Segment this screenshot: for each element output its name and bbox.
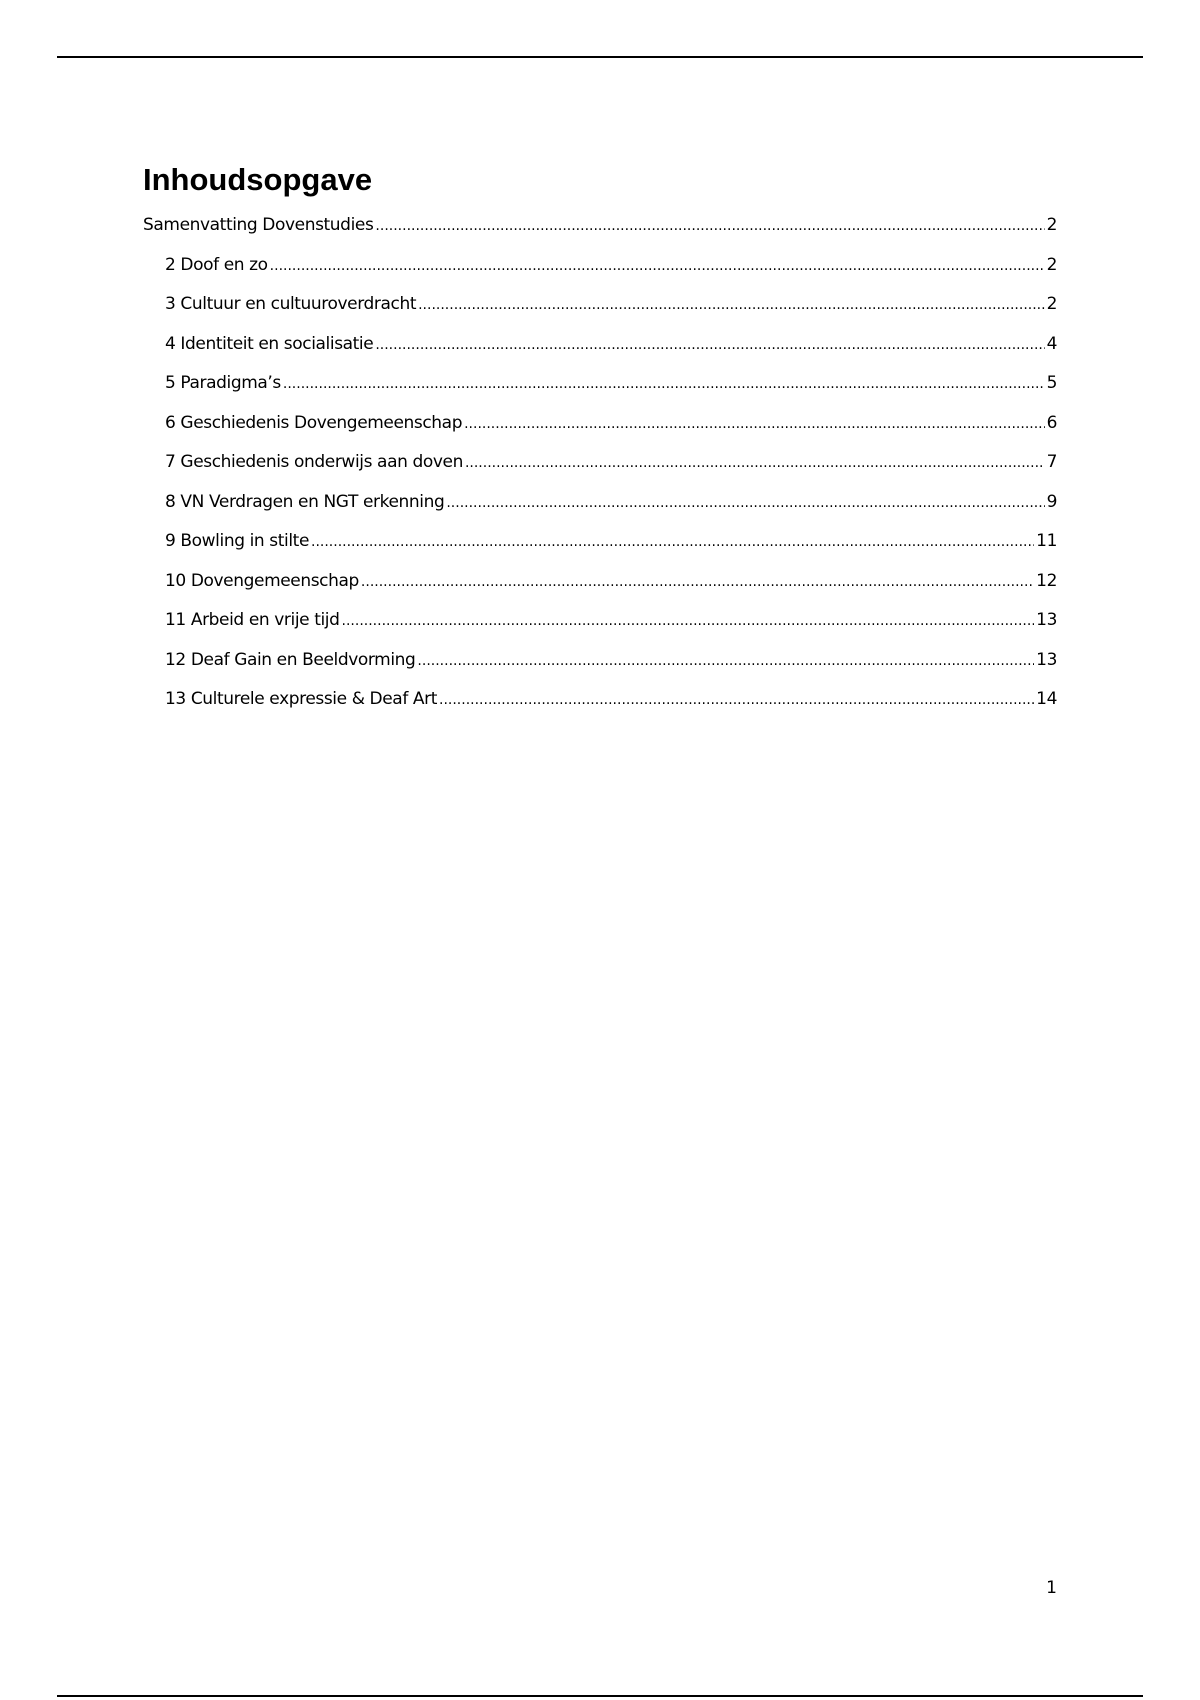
dot-leader bbox=[311, 534, 1034, 550]
dot-leader bbox=[375, 337, 1044, 353]
toc-entry-page: 7 bbox=[1046, 452, 1057, 472]
dot-leader bbox=[464, 416, 1044, 432]
table-of-contents bbox=[143, 160, 1057, 729]
toc-entry-page: 12 bbox=[1036, 570, 1057, 591]
toc-entry[interactable] bbox=[143, 255, 1057, 295]
footer-rule bbox=[57, 1695, 1143, 1697]
toc-entry-page: 13 bbox=[1036, 649, 1057, 670]
toc-entry[interactable] bbox=[143, 610, 1057, 650]
toc-entry-page: 11 bbox=[1036, 531, 1057, 551]
toc-entry[interactable] bbox=[143, 294, 1057, 334]
toc-entry[interactable] bbox=[143, 650, 1057, 690]
toc-entry[interactable] bbox=[143, 452, 1057, 492]
toc-entry-page: 4 bbox=[1046, 333, 1057, 354]
dot-leader bbox=[465, 455, 1045, 471]
toc-entry[interactable] bbox=[143, 373, 1057, 413]
toc-entry-label: 2 Doof en zo bbox=[165, 254, 268, 275]
dot-leader bbox=[283, 376, 1045, 392]
toc-entry-page: 6 bbox=[1046, 412, 1057, 433]
toc-entry-page: 2 bbox=[1046, 215, 1057, 235]
toc-list bbox=[143, 215, 1057, 729]
toc-entry-label: 10 Dovengemeenschap bbox=[165, 570, 359, 591]
dot-leader bbox=[439, 692, 1034, 708]
toc-entry-label: 7 Geschiedenis onderwijs aan doven bbox=[165, 452, 463, 472]
toc-entry[interactable] bbox=[143, 689, 1057, 729]
toc-entry[interactable] bbox=[143, 334, 1057, 374]
toc-entry-label: 4 Identiteit en socialisatie bbox=[165, 333, 374, 354]
toc-entry-page: 14 bbox=[1036, 689, 1057, 709]
dot-leader bbox=[361, 574, 1034, 590]
toc-entry-label: 9 Bowling in stilte bbox=[165, 531, 309, 551]
dot-leader bbox=[342, 613, 1035, 629]
toc-entry-page: 2 bbox=[1046, 294, 1057, 314]
page-number: 1 bbox=[1046, 1578, 1057, 1598]
toc-title: Inhoudsopgave bbox=[143, 162, 373, 197]
toc-entry-label: Samenvatting Dovenstudies bbox=[143, 215, 374, 235]
dot-leader bbox=[446, 495, 1044, 511]
toc-entry-page: 2 bbox=[1046, 254, 1057, 275]
toc-entry-page: 13 bbox=[1036, 610, 1057, 630]
toc-entry-page: 9 bbox=[1046, 491, 1057, 512]
header-rule bbox=[57, 56, 1143, 58]
dot-leader bbox=[418, 297, 1044, 313]
toc-entry[interactable] bbox=[143, 571, 1057, 611]
dot-leader bbox=[375, 218, 1044, 234]
toc-entry-page: 5 bbox=[1046, 373, 1057, 393]
toc-entry-label: 12 Deaf Gain en Beeldvorming bbox=[165, 649, 416, 670]
toc-entry[interactable] bbox=[143, 413, 1057, 453]
toc-entry-label: 8 VN Verdragen en NGT erkenning bbox=[165, 491, 445, 512]
toc-entry-label: 5 Paradigma’s bbox=[165, 373, 281, 393]
toc-entry-label: 11 Arbeid en vrije tijd bbox=[165, 610, 340, 630]
toc-entry-label: 3 Cultuur en cultuuroverdracht bbox=[165, 294, 417, 314]
dot-leader bbox=[417, 653, 1034, 669]
toc-entry[interactable] bbox=[143, 492, 1057, 532]
dot-leader bbox=[270, 258, 1045, 274]
toc-entry[interactable] bbox=[143, 215, 1057, 255]
toc-entry-label: 13 Culturele expressie & Deaf Art bbox=[165, 689, 437, 709]
toc-entry-label: 6 Geschiedenis Dovengemeenschap bbox=[165, 412, 463, 433]
toc-entry[interactable] bbox=[143, 531, 1057, 571]
